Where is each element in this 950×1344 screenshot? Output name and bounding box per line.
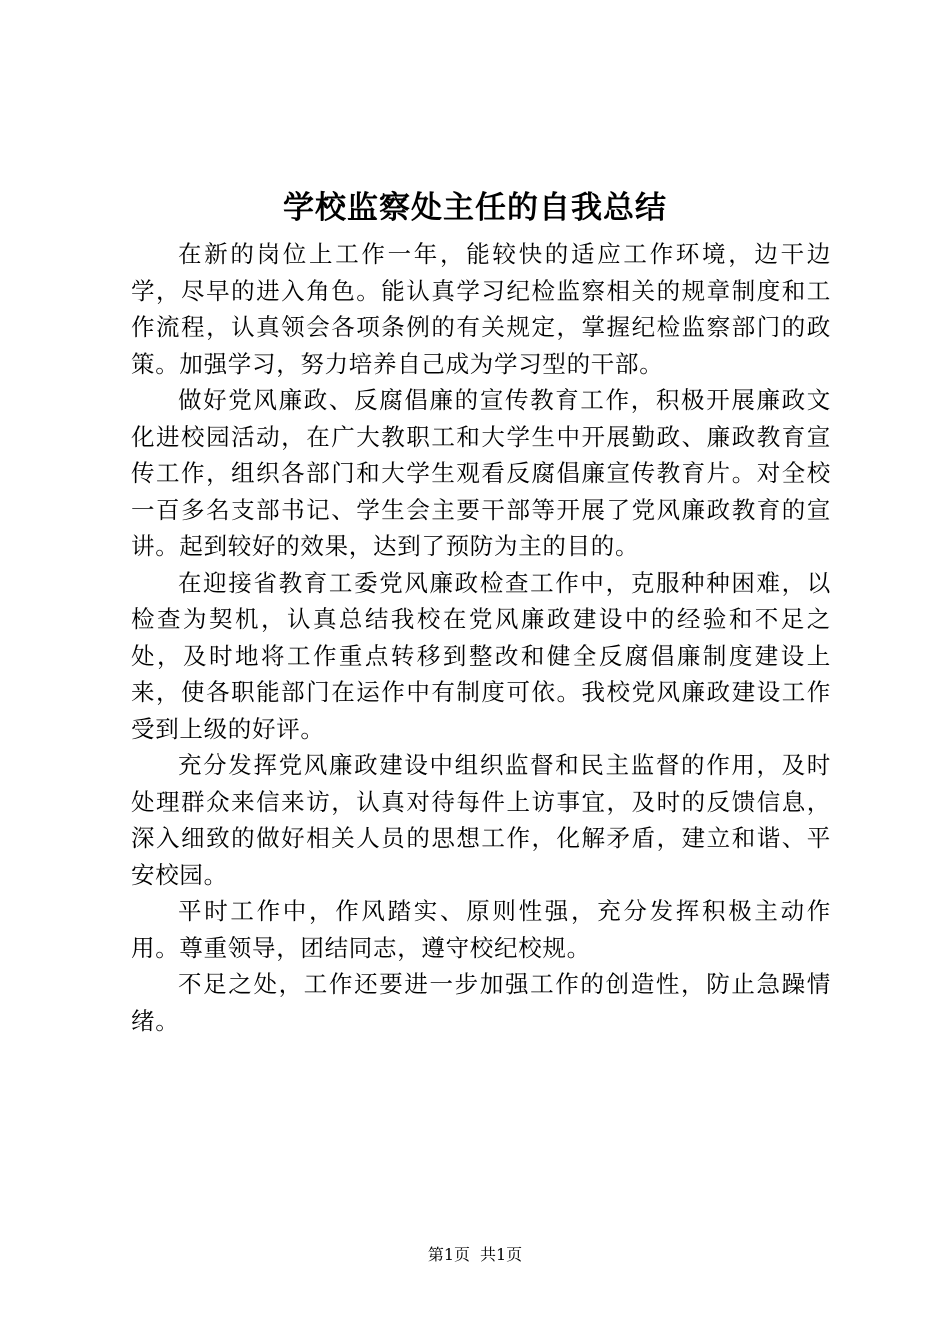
page-footer	[0, 1244, 950, 1266]
paragraph: 在迎接省教育工委党风廉政检查工作中，克服种种困难，以检查为契机，认真总结我校在党风廉政建设中的经验和不足之处，及时地将工作重点转移到整改和健全反腐倡廉制度建设上来，使各职能部门在运作中有制度可依。我校党风廉政建设工作受到上级的好评。	[131, 568, 831, 743]
page-number: 第1页	[427, 1245, 470, 1264]
paragraph: 做好党风廉政、反腐倡廉的宣传教育工作，积极开展廉政文化进校园活动，在广大教职工和大学生中开展勤政、廉政教育宣传工作，组织各部门和大学生观看反腐倡廉宣传教育片。对全校一百多名支部书记、学生会主要干部等开展了党风廉政教育的宣讲。起到较好的效果，达到了预防为主的目的。	[131, 386, 831, 560]
paragraph: 充分发挥党风廉政建设中组织监督和民主监督的作用，及时处理群众来信来访，认真对待每件上访事宜，及时的反馈信息，深入细致的做好相关人员的思想工作，化解矛盾，建立和谐、平安校园。	[131, 751, 831, 889]
document-title: 学校监察处主任的自我总结	[283, 190, 667, 226]
paragraph: 不足之处，工作还要进一步加强工作的创造性，防止急躁情绪。	[131, 970, 831, 1035]
document-body	[131, 236, 831, 1039]
page-total: 共1页	[480, 1245, 523, 1264]
paragraph: 平时工作中，作风踏实、原则性强，充分发挥积极主动作用。尊重领导，团结同志，遵守校纪校规。	[131, 897, 831, 962]
paragraph: 在新的岗位上工作一年，能较快的适应工作环境，边干边学，尽早的进入角色。能认真学习纪检监察相关的规章制度和工作流程，认真领会各项条例的有关规定，掌握纪检监察部门的政策。加强学习，努力培养自己成为学习型的干部。	[131, 240, 831, 378]
